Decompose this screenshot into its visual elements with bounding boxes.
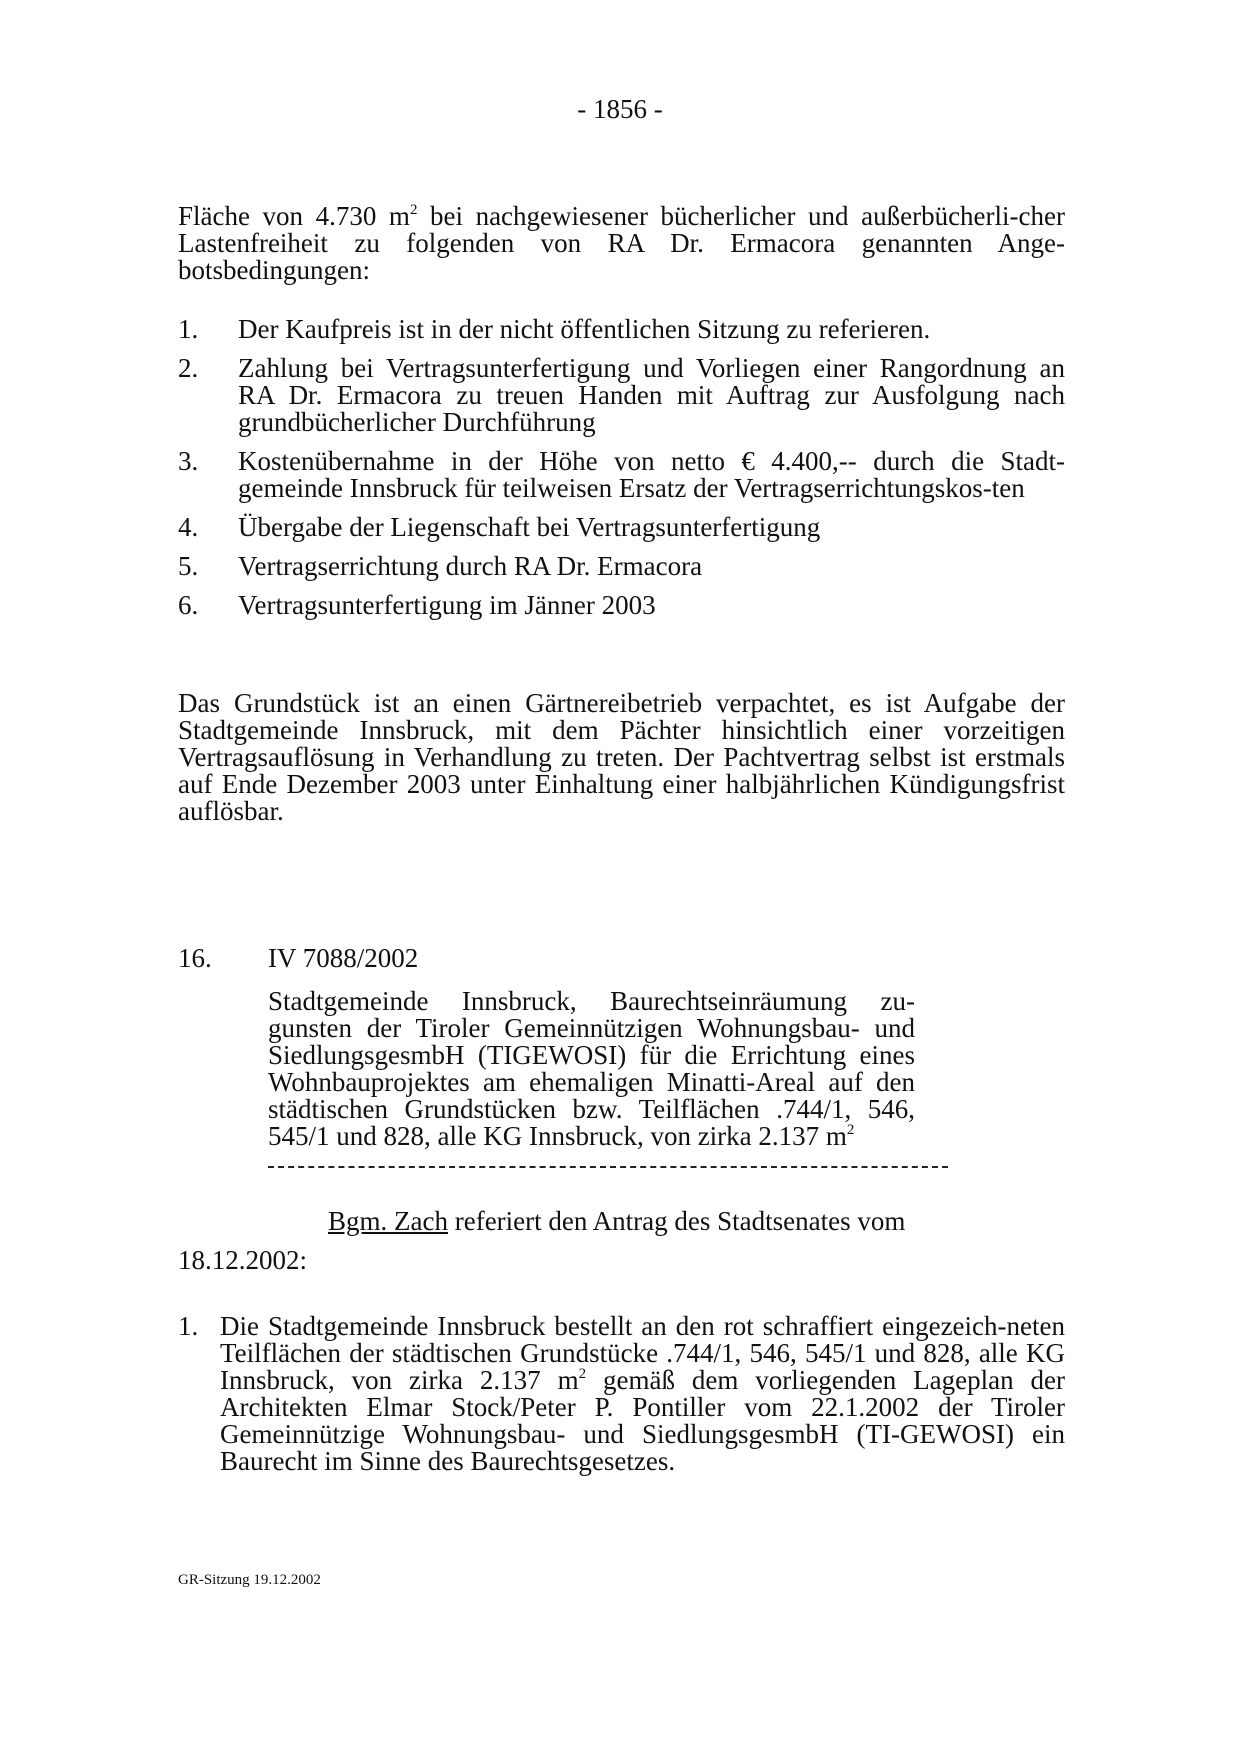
list-item-number: 1.: [178, 314, 199, 344]
agenda-item-subject: [268, 988, 915, 1150]
list-item-number: 5.: [178, 551, 199, 581]
list-item-text: Der Kaufpreis ist in der nicht öffentlichen Sitzung zu referieren.: [238, 314, 931, 344]
intro-superscript: 2: [409, 202, 418, 218]
agenda-item-number: 16.: [178, 943, 212, 973]
list-item: [178, 316, 1065, 343]
referent-name: Bgm. Zach: [328, 1206, 448, 1236]
resolution-text-after: gemäß dem vorliegenden Lageplan der Architekten Elmar Stock/Peter P. Pontiller vom 22.1.2002 der Tiroler Gemeinnützige Wohnungsbau- und SiedlungsgesmbH (TI-GEWOSI) ein Baurecht im Sinne des Baurechtsgesetzes.: [220, 1365, 1066, 1476]
list-item-text: Vertragserrichtung durch RA Dr. Ermacora: [238, 551, 703, 581]
list-item: [178, 448, 1065, 502]
agenda-item-header: [178, 945, 418, 972]
tender-conditions-list: [178, 316, 1065, 631]
resolution-superscript: 2: [578, 1366, 587, 1382]
intro-text-after: bei nachgewiesener bücherlicher und außerbücherli-cher Lastenfreiheit zu folgenden von RA Dr. Ermacora genannten Ange-botsbedingungen:: [178, 201, 1065, 285]
page-number: - 1856 -: [577, 94, 663, 124]
intro-paragraph: [178, 203, 1065, 284]
agenda-subject-text: Stadtgemeinde Innsbruck, Baurechtseinräumung zu-gunsten der Tiroler Gemeinnützigen Wohnungsbau- und SiedlungsgesmbH (TIGEWOSI) für die Errichtung eines Wohnbauprojektes am ehemaligen Minatti-Areal auf den städtischen Grundstücken bzw. Teilflächen .744/1, 546, 545/1 und 828, alle KG Innsbruck, von zirka 2.137 m: [268, 986, 915, 1151]
list-item: [178, 553, 1065, 580]
lease-paragraph: Das Grundstück ist an einen Gärtnereibetrieb verpachtet, es ist Aufgabe der Stadtgemeinde Innsbruck, mit dem Pächter hinsichtlich einer vorzeitigen Vertragsauflösung in Verhandlung zu treten. Der Pachtvertrag selbst ist erstmals auf Ende Dezember 2003 unter Einhaltung einer halbjährlichen Kündigungsfrist auflösbar.: [178, 688, 1065, 826]
separator-line: [268, 1166, 948, 1168]
list-item-number: 4.: [178, 512, 199, 542]
list-item: [178, 514, 1065, 541]
list-item-text: Vertragsunterfertigung im Jänner 2003: [238, 590, 656, 620]
list-item-number: 6.: [178, 590, 199, 620]
agenda-subject-superscript: 2: [846, 1122, 855, 1138]
list-item-text: Zahlung bei Vertragsunterfertigung und Vorliegen einer Rangordnung an RA Dr. Ermacora zu treuen Handen mit Auftrag zur Ausfolgung nach grundbücherlicher Durchführung: [238, 353, 1065, 437]
resolution-text-before: Die Stadtgemeinde Innsbruck bestellt an den rot schraffiert eingezeich-neten Teilflächen der städtischen Grundstücke .744/1, 546, 545/1 und 828, alle KG Innsbruck, von zirka 2.137 m: [220, 1311, 1065, 1395]
list-item-number: 2.: [178, 353, 199, 383]
list-item-text: Übergabe der Liegenschaft bei Vertragsunterfertigung: [238, 512, 821, 542]
list-item-number: 3.: [178, 446, 199, 476]
page-footer: GR-Sitzung 19.12.2002: [178, 1572, 321, 1588]
intro-text-before: Fläche von 4.730 m: [178, 201, 410, 231]
referent-text: referiert den Antrag des Stadtsenates vom: [447, 1206, 906, 1236]
agenda-item-reference: IV 7088/2002: [268, 943, 419, 973]
resolution-number: 1.: [178, 1311, 199, 1341]
list-item: [178, 592, 1065, 619]
resolution-item: [178, 1313, 1065, 1475]
list-item: [178, 355, 1065, 436]
resolution-text: [220, 1313, 1065, 1475]
list-item-text: Kostenübernahme in der Höhe von netto € 4.400,-- durch die Stadt-gemeinde Innsbruck für teilweisen Ersatz der Vertragserrichtungskos-ten: [238, 446, 1065, 503]
referent-date: 18.12.2002:: [178, 1245, 308, 1275]
referent-line: [328, 1208, 905, 1235]
